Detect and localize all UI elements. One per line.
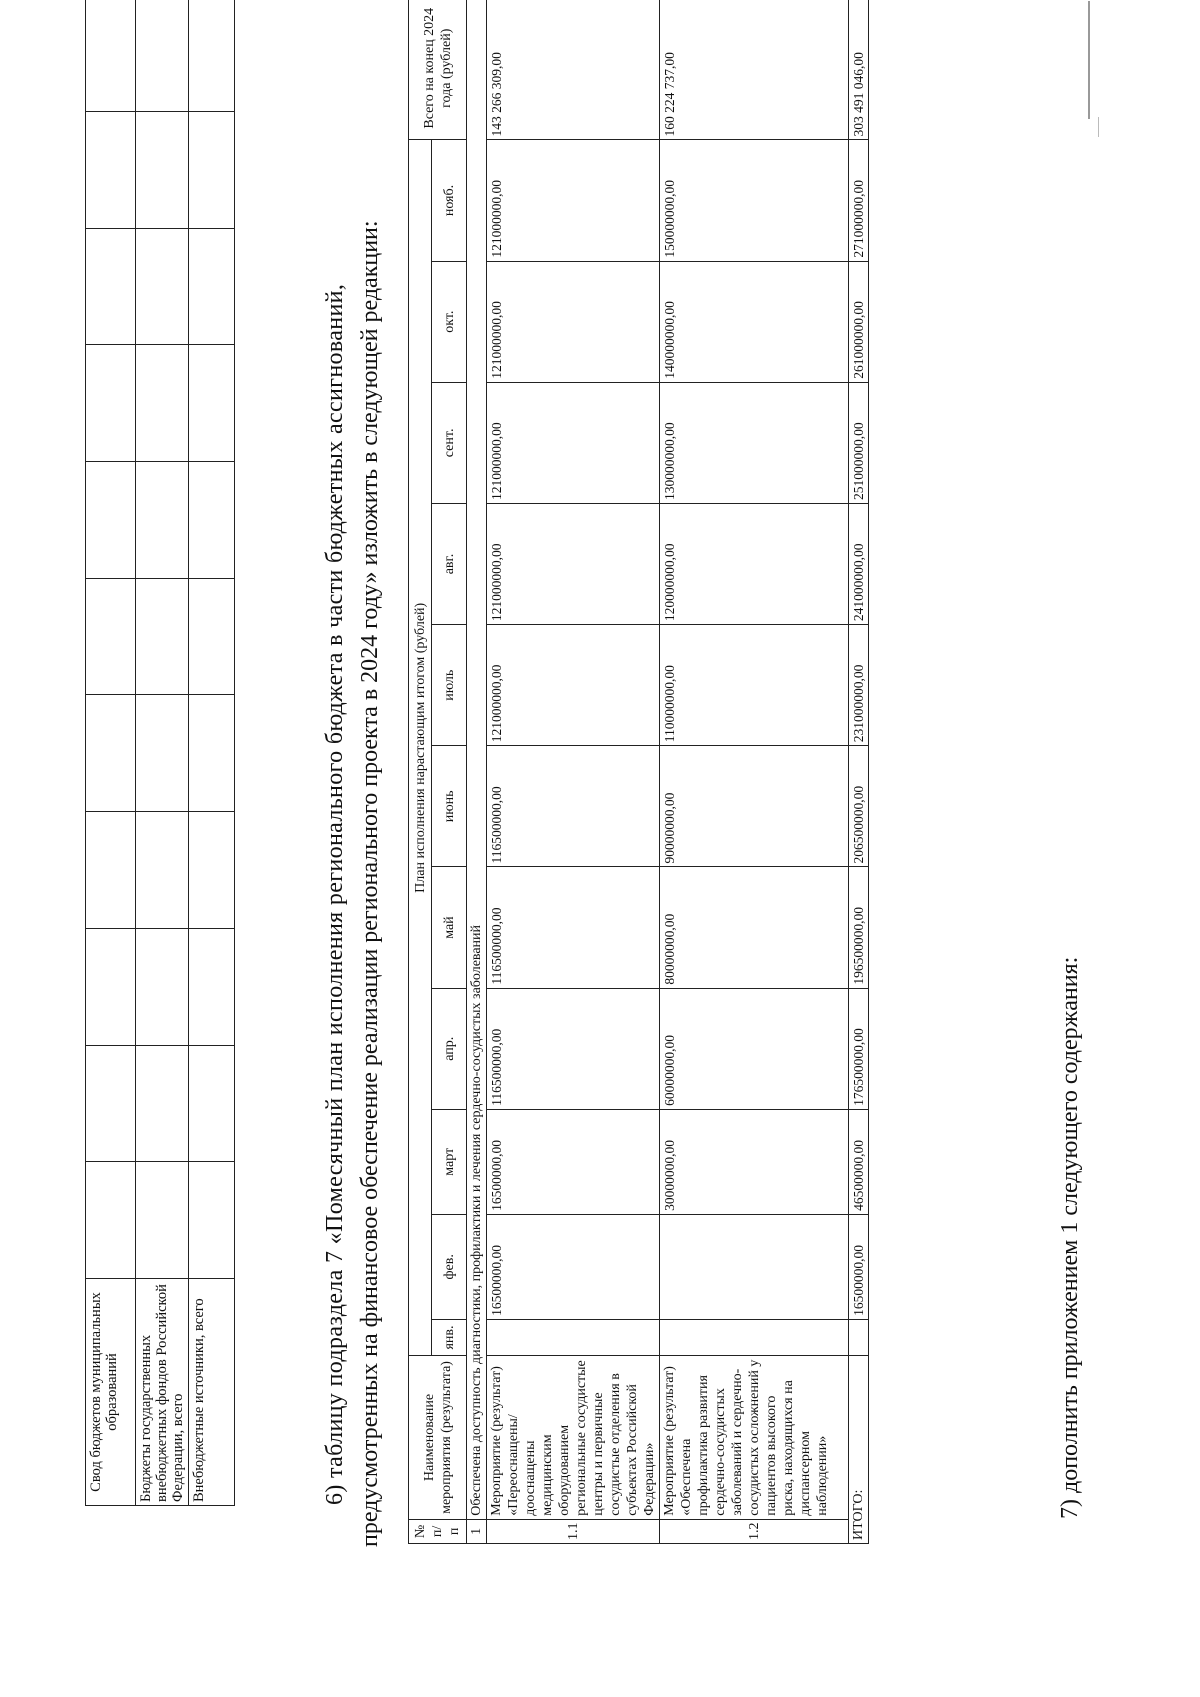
budget-sources-table <box>85 0 235 1506</box>
value-cell: 130000000,00 <box>660 382 849 503</box>
empty-cell <box>189 1162 235 1279</box>
scan-edge-mark <box>1088 1 1090 119</box>
header-total: Всего на конец 2024 года (рублей) <box>409 0 467 140</box>
value-cell <box>660 1319 849 1355</box>
total-cell: 160 224 737,00 <box>660 0 849 140</box>
empty-cell <box>189 0 235 111</box>
empty-cell <box>86 0 136 111</box>
section-title: Обеспечена доступность диагностики, профилактики и лечения сердечно-сосудистых заболеваний <box>467 0 487 1519</box>
value-cell: 241000000,00 <box>849 503 869 624</box>
header-num: № п/п <box>409 1519 467 1543</box>
table-row <box>86 0 136 1506</box>
value-cell: 251000000,00 <box>849 382 869 503</box>
value-cell: 120000000,00 <box>660 503 849 624</box>
paragraph-6-line-1: 6) таблицу подраздела 7 «Помесячный план исполнения регионального бюджета в части бюджетных ассигнований, <box>322 283 348 1505</box>
header-month: июль <box>432 625 467 746</box>
header-month: фев. <box>432 1214 467 1319</box>
header-month: апр. <box>432 988 467 1109</box>
empty-cell <box>189 228 235 345</box>
value-cell: 271000000,00 <box>849 140 869 261</box>
empty-cell <box>86 1162 136 1279</box>
empty-cell <box>86 345 136 462</box>
table-row <box>660 0 849 1544</box>
table-row <box>487 0 660 1544</box>
value-cell: 121000000,00 <box>487 503 660 624</box>
empty-cell <box>189 1045 235 1162</box>
empty-cell <box>136 461 189 578</box>
header-plan: План исполнения нарастающим итогом (рублей) <box>409 140 432 1356</box>
header-month: авг. <box>432 503 467 624</box>
row-num: 1.1 <box>487 1519 660 1543</box>
empty-cell <box>86 228 136 345</box>
empty-cell <box>136 578 189 695</box>
row-num: 1.2 <box>660 1519 849 1543</box>
value-cell: 196500000,00 <box>849 867 869 988</box>
paragraph-6-line-2: предусмотренных на финансовое обеспечение реализации регионального проекта в 2024 году» изложить в следующей редакции: <box>357 220 383 1547</box>
row-label: Бюджеты государственных внебюджетных фондов Российской Федерации, всего <box>136 1279 189 1506</box>
section-num: 1 <box>467 1519 487 1543</box>
empty-cell <box>189 812 235 929</box>
value-cell: 110000000,00 <box>660 625 849 746</box>
value-cell <box>660 1214 849 1319</box>
empty-cell <box>189 928 235 1045</box>
empty-cell <box>86 111 136 228</box>
empty-cell <box>136 812 189 929</box>
header-month: сент. <box>432 382 467 503</box>
value-cell: 90000000,00 <box>660 746 849 867</box>
empty-cell <box>86 1045 136 1162</box>
header-month: окт. <box>432 261 467 382</box>
header-name: Наименование мероприятия (результата) <box>409 1356 467 1520</box>
section-row <box>467 0 487 1544</box>
empty-cell <box>86 928 136 1045</box>
value-cell: 16500000,00 <box>487 1214 660 1319</box>
empty-cell <box>136 0 189 111</box>
empty-cell <box>136 111 189 228</box>
table-header-months-row <box>432 0 467 1544</box>
row-name: Мероприятие (результат) «Переоснащены/дооснащены медицинским оборудованием региональные сосудистые центры и первичные сосудистые отделения в субъектах Российской Федерации» <box>487 1356 660 1520</box>
value-cell: 16500000,00 <box>487 1109 660 1214</box>
value-cell: 231000000,00 <box>849 625 869 746</box>
value-cell: 121000000,00 <box>487 382 660 503</box>
value-cell: 140000000,00 <box>660 261 849 382</box>
empty-cell <box>189 461 235 578</box>
value-cell: 176500000,00 <box>849 988 869 1109</box>
header-month: янв. <box>432 1319 467 1355</box>
empty-cell <box>189 578 235 695</box>
value-cell: 121000000,00 <box>487 625 660 746</box>
row-label: Свод бюджетов муниципальных образований <box>86 1279 136 1506</box>
empty-cell <box>136 228 189 345</box>
monthly-plan-table <box>408 0 869 1544</box>
value-cell: 261000000,00 <box>849 261 869 382</box>
header-month: март <box>432 1109 467 1214</box>
empty-cell <box>86 695 136 812</box>
value-cell: 121000000,00 <box>487 261 660 382</box>
value-cell: 30000000,00 <box>660 1109 849 1214</box>
empty-cell <box>136 345 189 462</box>
empty-cell <box>136 695 189 812</box>
table-header-row <box>409 0 432 1544</box>
empty-cell <box>189 345 235 462</box>
empty-cell <box>136 1162 189 1279</box>
value-cell: 150000000,00 <box>660 140 849 261</box>
header-month: нояб. <box>432 140 467 261</box>
value-cell <box>849 1319 869 1355</box>
value-cell: 121000000,00 <box>487 140 660 261</box>
itogo-row <box>849 0 869 1544</box>
row-name: Мероприятие (результат) «Обеспечена профилактика развития сердечно-сосудистых заболеваний и сердечно-сосудистых осложнений у пациентов высокого риска, находящихся на диспансерном наблюдении» <box>660 1356 849 1520</box>
itogo-label: ИТОГО: <box>849 1356 869 1544</box>
empty-cell <box>86 812 136 929</box>
value-cell: 46500000,00 <box>849 1109 869 1214</box>
header-month: июнь <box>432 746 467 867</box>
total-cell: 143 266 309,00 <box>487 0 660 140</box>
header-month: май <box>432 867 467 988</box>
value-cell: 206500000,00 <box>849 746 869 867</box>
value-cell: 80000000,00 <box>660 867 849 988</box>
paragraph-7: 7) дополнить приложением 1 следующего содержания: <box>1057 956 1083 1519</box>
empty-cell <box>136 1045 189 1162</box>
value-cell: 60000000,00 <box>660 988 849 1109</box>
row-label: Внебюджетные источники, всего <box>189 1279 235 1506</box>
table-row <box>136 0 189 1506</box>
empty-cell <box>189 695 235 812</box>
scan-edge-mark <box>1098 117 1099 137</box>
value-cell: 16500000,00 <box>849 1214 869 1319</box>
value-cell: 116500000,00 <box>487 746 660 867</box>
empty-cell <box>189 111 235 228</box>
empty-cell <box>136 928 189 1045</box>
total-cell: 303 491 046,00 <box>849 0 869 140</box>
value-cell: 116500000,00 <box>487 988 660 1109</box>
empty-cell <box>86 578 136 695</box>
table-row <box>189 0 235 1506</box>
value-cell: 116500000,00 <box>487 867 660 988</box>
empty-cell <box>86 461 136 578</box>
value-cell <box>487 1319 660 1355</box>
